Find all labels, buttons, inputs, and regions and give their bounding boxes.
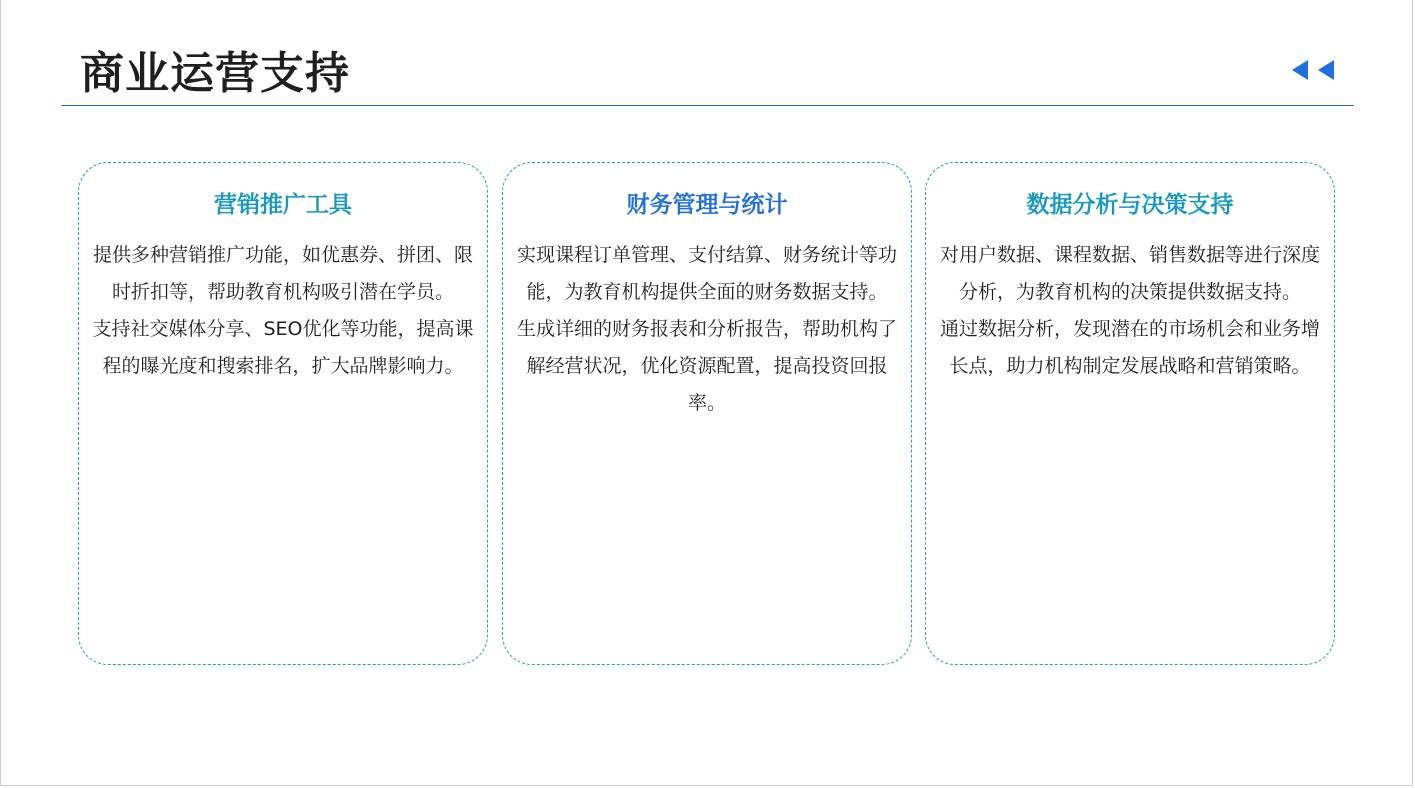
- card-paragraph: 实现课程订单管理、支付结算、财务统计等功能，为教育机构提供全面的财务数据支持。: [516, 244, 897, 303]
- page-title: 商业运营支持: [80, 48, 350, 99]
- nav-arrows: [1292, 60, 1334, 80]
- card-title: 数据分析与决策支持: [1026, 192, 1234, 218]
- card-paragraph: 提供多种营销推广功能，如优惠券、拼团、限时折扣等，帮助教育机构吸引潜在学员。: [92, 244, 473, 303]
- triangle-left-icon[interactable]: [1292, 60, 1308, 80]
- card-paragraph: 对用户数据、课程数据、销售数据等进行深度分析，为教育机构的决策提供数据支持。: [939, 244, 1320, 303]
- card-title: 营销推广工具: [214, 192, 352, 218]
- card-data-analysis: [925, 162, 1335, 665]
- title-divider: [61, 105, 1354, 106]
- card-body: [513, 237, 901, 422]
- card-body: [936, 237, 1324, 385]
- card-title: 财务管理与统计: [626, 192, 788, 218]
- card-finance-management: [502, 162, 912, 665]
- card-body: [89, 237, 477, 385]
- card-paragraph: 通过数据分析，发现潜在的市场机会和业务增长点，助力机构制定发展战略和营销策略。: [939, 318, 1320, 377]
- card-paragraph: 生成详细的财务报表和分析报告，帮助机构了解经营状况，优化资源配置，提高投资回报率。: [516, 318, 897, 414]
- triangle-left-icon[interactable]: [1318, 60, 1334, 80]
- card-paragraph: 支持社交媒体分享、SEO优化等功能，提高课程的曝光度和搜索排名，扩大品牌影响力。: [92, 318, 474, 377]
- card-marketing-tools: [78, 162, 488, 665]
